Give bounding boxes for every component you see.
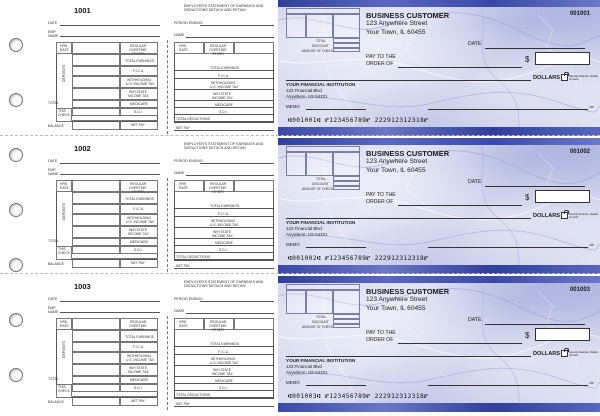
name-line xyxy=(186,175,274,176)
check-register-grid xyxy=(286,146,360,190)
hrs-rate-label: HRS RATE xyxy=(60,44,69,52)
grid-cell xyxy=(72,396,120,406)
signature-field[interactable] xyxy=(428,247,588,248)
mp-label: MP xyxy=(589,381,594,385)
dollars-label: DOLLARS xyxy=(533,351,561,357)
name-line xyxy=(186,37,274,38)
mp-label: MP xyxy=(589,105,594,109)
withholding-line xyxy=(174,365,274,366)
dollars-label: DOLLARS xyxy=(533,75,561,81)
deposits-label: DEPOSITS xyxy=(62,64,66,82)
grid-cell xyxy=(72,192,120,204)
hrs-rate-label-2: HRS RATE xyxy=(179,320,188,328)
us-income-tax-label-1: U.S. INCOME TAX xyxy=(126,82,155,86)
period-ending-line xyxy=(200,301,274,302)
grid-cell xyxy=(234,180,274,192)
total-deductions-label: TOTAL DEDUCTIONS xyxy=(176,393,210,397)
fica-label-2: F.I.C.A. xyxy=(218,212,230,216)
amount-box[interactable] xyxy=(535,52,590,65)
register-cell xyxy=(286,14,306,38)
date-label: DATE xyxy=(468,179,482,185)
state-label-1: W/H STATE xyxy=(129,366,147,370)
grid-cell xyxy=(72,76,120,88)
payroll-stub xyxy=(34,0,278,136)
net-pay-line xyxy=(174,406,274,407)
amount-words-field[interactable] xyxy=(286,218,531,219)
sdi-label-1: S.D.I. xyxy=(134,386,143,390)
sdi-line xyxy=(174,390,274,391)
date-field[interactable] xyxy=(485,48,585,49)
perforation-line xyxy=(0,135,600,136)
total-earnings-line xyxy=(174,208,274,209)
total-earnings-label-1: TOTAL EARNINGS xyxy=(125,335,155,339)
amount-box[interactable] xyxy=(535,328,590,341)
check-row-2 xyxy=(0,138,600,274)
deposits-label: DEPOSITS xyxy=(62,202,66,220)
state-line xyxy=(174,100,274,101)
payroll-stub xyxy=(34,138,278,274)
fica-label-1: F.I.C.A. xyxy=(133,207,145,211)
balance-label: BALANCE xyxy=(48,400,64,404)
sdi-label-2: S.D.I. xyxy=(219,110,228,114)
amount-box[interactable] xyxy=(535,190,590,203)
medicare-label-1: MEDICARE xyxy=(130,378,148,382)
fica-label-1: F.I.C.A. xyxy=(133,69,145,73)
business-city: Your Town, IL 60455 xyxy=(366,305,426,312)
stub-number: 1003 xyxy=(74,282,91,291)
signature-field[interactable] xyxy=(428,385,588,386)
pay-to-label: PAY TO THE xyxy=(366,192,396,198)
grid-cell xyxy=(72,214,120,226)
amount-words-field[interactable] xyxy=(286,356,531,357)
payee-field[interactable] xyxy=(398,343,522,344)
period-ending-label: PERIOD ENDING xyxy=(174,159,203,163)
emp-name-line xyxy=(60,36,160,37)
register-total-label: TOTAL xyxy=(316,39,326,43)
state-label-2: W/H STATE xyxy=(213,230,231,234)
micr-line: ⑆001002⑆ ⑈123456789⑈ 222912312318⑈ xyxy=(288,255,429,262)
hrs-rate-label-2: HRS RATE xyxy=(179,44,188,52)
period-ending-line xyxy=(200,25,274,26)
stub-date-line xyxy=(60,25,160,26)
order-of-label: ORDER OF xyxy=(366,337,394,343)
medicare-label-2: MEDICARE xyxy=(215,103,233,107)
business-name: BUSINESS CUSTOMER xyxy=(366,287,450,296)
stub-date-line xyxy=(60,301,160,302)
hrs-rate-label: HRS RATE xyxy=(60,320,69,328)
medicare-label-2: MEDICARE xyxy=(215,241,233,245)
other-label-2: OTHER xyxy=(212,52,224,56)
grid-cell xyxy=(72,120,120,130)
total-earnings-line xyxy=(174,346,274,347)
security-note: Security features. Details on back. xyxy=(569,213,598,219)
period-ending-label: PERIOD ENDING xyxy=(174,297,203,301)
income-tax-label-1: INCOME TAX xyxy=(128,232,149,236)
check-number: 001001 xyxy=(569,11,590,17)
bank-city: Anywhere, US 54321 xyxy=(286,370,328,375)
sdi-label-2: S.D.I. xyxy=(219,248,228,252)
total-deductions-label: TOTAL DEDUCTIONS xyxy=(176,117,210,121)
income-tax-label-1: INCOME TAX xyxy=(128,94,149,98)
other-label: OTHER xyxy=(132,52,144,56)
register-amount-label: AMOUNT OF CHECK xyxy=(302,324,334,329)
bank-street: 123 Financial Blvd xyxy=(286,88,322,93)
net-pay-line xyxy=(174,130,274,131)
stub-divider xyxy=(167,40,168,134)
order-of-label: ORDER OF xyxy=(366,199,394,205)
regular-label-2: REGULAR xyxy=(210,320,227,324)
employers-statement-text: EMPLOYER'S STATEMENT OF EARNINGS AND DEDUCTIONS DETACH AND RETAIN xyxy=(184,142,264,150)
emp-name-line xyxy=(60,174,160,175)
us-income-tax-label-1: U.S. INCOME TAX xyxy=(126,358,155,362)
this-check-label: THIS CHECK xyxy=(58,247,70,255)
sdi-line xyxy=(174,252,274,253)
register-discount-label: DISCOUNT xyxy=(312,320,329,324)
state-line xyxy=(174,238,274,239)
sdi-line xyxy=(174,114,274,115)
micr-line: ⑆001001⑆ ⑈123456789⑈ 222912312318⑈ xyxy=(288,117,429,124)
grid-cell xyxy=(72,376,120,384)
us-income-tax-label-2: U.S. INCOME TAX xyxy=(210,361,239,365)
padlock-icon xyxy=(561,74,568,81)
register-cell xyxy=(306,290,333,314)
bank-name: YOUR FINANCIAL INSTITUTION xyxy=(286,220,356,225)
overtime-label-2: OVERTIME xyxy=(209,48,227,52)
check-top-band xyxy=(278,276,600,283)
date-field[interactable] xyxy=(485,186,585,187)
stub-date-label: DATE xyxy=(48,159,58,163)
period-ending-line xyxy=(200,163,274,164)
register-amount-label: AMOUNT OF CHECK xyxy=(302,186,334,191)
net-pay-label-1: NET PAY xyxy=(131,399,145,403)
payee-field[interactable] xyxy=(398,67,522,68)
dollar-sign: $ xyxy=(525,193,530,202)
register-cell xyxy=(333,324,360,328)
total-earnings-label-2: TOTAL EARNINGS xyxy=(210,204,240,208)
regular-label-2: REGULAR xyxy=(210,182,227,186)
register-cell xyxy=(333,290,360,314)
grid-cell xyxy=(72,384,120,392)
deposits-label: DEPOSITS xyxy=(62,340,66,358)
fica-line xyxy=(174,354,274,355)
other-label-2: OTHER xyxy=(212,328,224,332)
check-row-1 xyxy=(0,0,600,136)
total-earnings-line xyxy=(174,70,274,71)
sdi-label-1: S.D.I. xyxy=(134,110,143,114)
total-label: TOTAL xyxy=(48,239,59,243)
check-number: 001002 xyxy=(569,149,590,155)
balance-label: BALANCE xyxy=(48,262,64,266)
medicare-label-2: MEDICARE xyxy=(215,379,233,383)
perforation-line xyxy=(0,273,600,274)
bank-name: YOUR FINANCIAL INSTITUTION xyxy=(286,358,356,363)
emp-name-label: EMP NAME xyxy=(48,30,59,38)
stub-number: 1001 xyxy=(74,6,91,15)
withholding-label-2: WITHHOLDING xyxy=(211,81,236,85)
emp-name-label: EMP NAME xyxy=(48,306,59,314)
register-cell xyxy=(333,186,360,190)
check-register-grid xyxy=(286,8,360,52)
grid-cell xyxy=(234,42,274,54)
memo-field[interactable] xyxy=(306,247,366,248)
register-cell xyxy=(286,290,306,314)
net-pay-label-2: NET PAY xyxy=(176,264,190,268)
total-earnings-label-1: TOTAL EARNINGS xyxy=(125,59,155,63)
memo-label: MEMO xyxy=(286,104,300,109)
stub-date-label: DATE xyxy=(48,21,58,25)
stub-date-label: DATE xyxy=(48,297,58,301)
grid-cell xyxy=(72,238,120,246)
state-label-1: W/H STATE xyxy=(129,90,147,94)
overtime-label: OVERTIME xyxy=(129,324,147,328)
padlock-icon xyxy=(561,350,568,357)
regular-label: REGULAR xyxy=(130,320,147,324)
register-cell xyxy=(333,14,360,38)
security-note: Security features. Details on back. xyxy=(569,75,598,81)
grid-cell xyxy=(72,226,120,238)
bank-city: Anywhere, US 54321 xyxy=(286,94,328,99)
state-line xyxy=(174,376,274,377)
fica-line xyxy=(174,216,274,217)
name-line xyxy=(186,313,274,314)
fica-line xyxy=(174,78,274,79)
dollars-label: DOLLARS xyxy=(533,213,561,219)
regular-label: REGULAR xyxy=(130,44,147,48)
check xyxy=(278,0,600,136)
total-deductions-line xyxy=(174,260,274,261)
income-tax-label-1: INCOME TAX xyxy=(128,370,149,374)
total-deductions-label: TOTAL DEDUCTIONS xyxy=(176,255,210,259)
fica-label-2: F.I.C.A. xyxy=(218,350,230,354)
memo-field[interactable] xyxy=(306,109,366,110)
grid-cell xyxy=(72,364,120,376)
business-street: 123 Anywhere Street xyxy=(366,20,428,27)
this-check-label: THIS CHECK xyxy=(58,385,70,393)
register-discount-label: DISCOUNT xyxy=(312,182,329,186)
register-discount-label: DISCOUNT xyxy=(312,44,329,48)
net-pay-label-1: NET PAY xyxy=(131,123,145,127)
us-income-tax-label-2: U.S. INCOME TAX xyxy=(210,223,239,227)
overtime-label: OVERTIME xyxy=(129,48,147,52)
grid-cell xyxy=(72,258,120,268)
regular-label-2: REGULAR xyxy=(210,44,227,48)
payee-field[interactable] xyxy=(398,205,522,206)
register-cell xyxy=(306,152,333,176)
grid-cell xyxy=(72,246,120,254)
income-tax-label-2: INCOME TAX xyxy=(212,372,233,376)
security-note: Security features. Details on back. xyxy=(569,351,598,357)
state-label-2: W/H STATE xyxy=(213,368,231,372)
total-deductions-line xyxy=(174,122,274,123)
pay-to-label: PAY TO THE xyxy=(366,54,396,60)
pay-to-label: PAY TO THE xyxy=(366,330,396,336)
period-ending-label: PERIOD ENDING xyxy=(174,21,203,25)
register-cell xyxy=(286,152,306,176)
emp-name-line xyxy=(60,312,160,313)
bank-street: 123 Financial Blvd xyxy=(286,364,322,369)
total-label: TOTAL xyxy=(48,101,59,105)
medicare-line xyxy=(174,107,274,108)
business-street: 123 Anywhere Street xyxy=(366,296,428,303)
order-of-label: ORDER OF xyxy=(366,61,394,67)
business-name: BUSINESS CUSTOMER xyxy=(366,149,450,158)
fica-label-2: F.I.C.A. xyxy=(218,74,230,78)
business-city: Your Town, IL 60455 xyxy=(366,167,426,174)
other-label: OTHER xyxy=(132,328,144,332)
overtime-label-2: OVERTIME xyxy=(209,186,227,190)
signature-field[interactable] xyxy=(428,109,588,110)
register-cell xyxy=(333,48,360,52)
business-name: BUSINESS CUSTOMER xyxy=(366,11,450,20)
grid-cell xyxy=(72,330,120,342)
state-label-1: W/H STATE xyxy=(129,228,147,232)
grid-cell xyxy=(234,318,274,330)
bank-street: 123 Financial Blvd xyxy=(286,226,322,231)
net-pay-label-2: NET PAY xyxy=(176,126,190,130)
business-street: 123 Anywhere Street xyxy=(366,158,428,165)
withholding-label-2: WITHHOLDING xyxy=(211,357,236,361)
date-label: DATE xyxy=(468,41,482,47)
withholding-label-2: WITHHOLDING xyxy=(211,219,236,223)
net-pay-line xyxy=(174,268,274,269)
sdi-label-2: S.D.I. xyxy=(219,386,228,390)
overtime-label: OVERTIME xyxy=(129,186,147,190)
grid-cell xyxy=(72,352,120,364)
other-label-2: OTHER xyxy=(212,190,224,194)
employers-statement-text: EMPLOYER'S STATEMENT OF EARNINGS AND DEDUCTIONS DETACH AND RETAIN xyxy=(184,4,264,12)
sdi-label-1: S.D.I. xyxy=(134,248,143,252)
total-label: TOTAL xyxy=(48,377,59,381)
grid-cell xyxy=(72,88,120,100)
grid-cell xyxy=(72,54,120,66)
withholding-label-1: WITHHOLDING xyxy=(127,216,152,220)
balance-label: BALANCE xyxy=(48,124,64,128)
payroll-stub xyxy=(34,276,278,412)
check xyxy=(278,276,600,412)
grid-cell xyxy=(72,342,120,352)
register-total-label: TOTAL xyxy=(316,177,326,181)
check-bottom-band xyxy=(278,403,600,412)
date-field[interactable] xyxy=(485,324,585,325)
grid-cell xyxy=(72,318,120,330)
net-pay-label-2: NET PAY xyxy=(176,402,190,406)
grid-cell xyxy=(72,204,120,214)
grid-cell xyxy=(72,108,120,116)
check-row-3 xyxy=(0,276,600,412)
memo-label: MEMO xyxy=(286,380,300,385)
fica-label-1: F.I.C.A. xyxy=(133,345,145,349)
medicare-label-1: MEDICARE xyxy=(130,102,148,106)
register-cell xyxy=(306,14,333,38)
medicare-label-1: MEDICARE xyxy=(130,240,148,244)
grid-cell xyxy=(72,180,120,192)
withholding-line xyxy=(174,89,274,90)
memo-label: MEMO xyxy=(286,242,300,247)
medicare-line xyxy=(174,383,274,384)
memo-field[interactable] xyxy=(306,385,366,386)
check-number: 001003 xyxy=(569,287,590,293)
bank-city: Anywhere, US 54321 xyxy=(286,232,328,237)
state-label-2: W/H STATE xyxy=(213,92,231,96)
grid-cell xyxy=(72,42,120,54)
total-earnings-label-1: TOTAL EARNINGS xyxy=(125,197,155,201)
mp-label: MP xyxy=(589,243,594,247)
name-label: NAME xyxy=(174,309,185,313)
other-label: OTHER xyxy=(132,190,144,194)
grid-cell xyxy=(72,100,120,108)
name-label: NAME xyxy=(174,33,185,37)
employers-statement-text: EMPLOYER'S STATEMENT OF EARNINGS AND DEDUCTIONS DETACH AND RETAIN xyxy=(184,280,264,288)
bank-name: YOUR FINANCIAL INSTITUTION xyxy=(286,82,356,87)
micr-line: ⑆001003⑆ ⑈123456789⑈ 222912312318⑈ xyxy=(288,393,429,400)
total-deductions-line xyxy=(174,398,274,399)
medicare-line xyxy=(174,245,274,246)
withholding-label-1: WITHHOLDING xyxy=(127,354,152,358)
check-register-grid xyxy=(286,284,360,328)
name-label: NAME xyxy=(174,171,185,175)
income-tax-label-2: INCOME TAX xyxy=(212,96,233,100)
net-pay-label-1: NET PAY xyxy=(131,261,145,265)
check xyxy=(278,138,600,274)
stub-number: 1002 xyxy=(74,144,91,153)
padlock-icon xyxy=(561,212,568,219)
emp-name-label: EMP NAME xyxy=(48,168,59,176)
us-income-tax-label-2: U.S. INCOME TAX xyxy=(210,85,239,89)
stub-divider xyxy=(167,316,168,410)
check-top-band xyxy=(278,138,600,145)
stub-divider xyxy=(167,178,168,272)
grid-cell xyxy=(72,66,120,76)
business-city: Your Town, IL 60455 xyxy=(366,29,426,36)
register-cell xyxy=(333,152,360,176)
date-label: DATE xyxy=(468,317,482,323)
income-tax-label-2: INCOME TAX xyxy=(212,234,233,238)
hrs-rate-label-2: HRS RATE xyxy=(179,182,188,190)
overtime-label-2: OVERTIME xyxy=(209,324,227,328)
check-top-band xyxy=(278,0,600,7)
us-income-tax-label-1: U.S. INCOME TAX xyxy=(126,220,155,224)
dollar-sign: $ xyxy=(525,55,530,64)
stub-date-line xyxy=(60,163,160,164)
register-total-label: TOTAL xyxy=(316,315,326,319)
hrs-rate-label: HRS RATE xyxy=(60,182,69,190)
this-check-label: THIS CHECK xyxy=(58,109,70,117)
amount-words-field[interactable] xyxy=(286,80,531,81)
withholding-label-1: WITHHOLDING xyxy=(127,78,152,82)
total-earnings-label-2: TOTAL EARNINGS xyxy=(210,66,240,70)
total-earnings-label-2: TOTAL EARNINGS xyxy=(210,342,240,346)
dollar-sign: $ xyxy=(525,331,530,340)
regular-label: REGULAR xyxy=(130,182,147,186)
withholding-line xyxy=(174,227,274,228)
register-amount-label: AMOUNT OF CHECK xyxy=(302,48,334,53)
